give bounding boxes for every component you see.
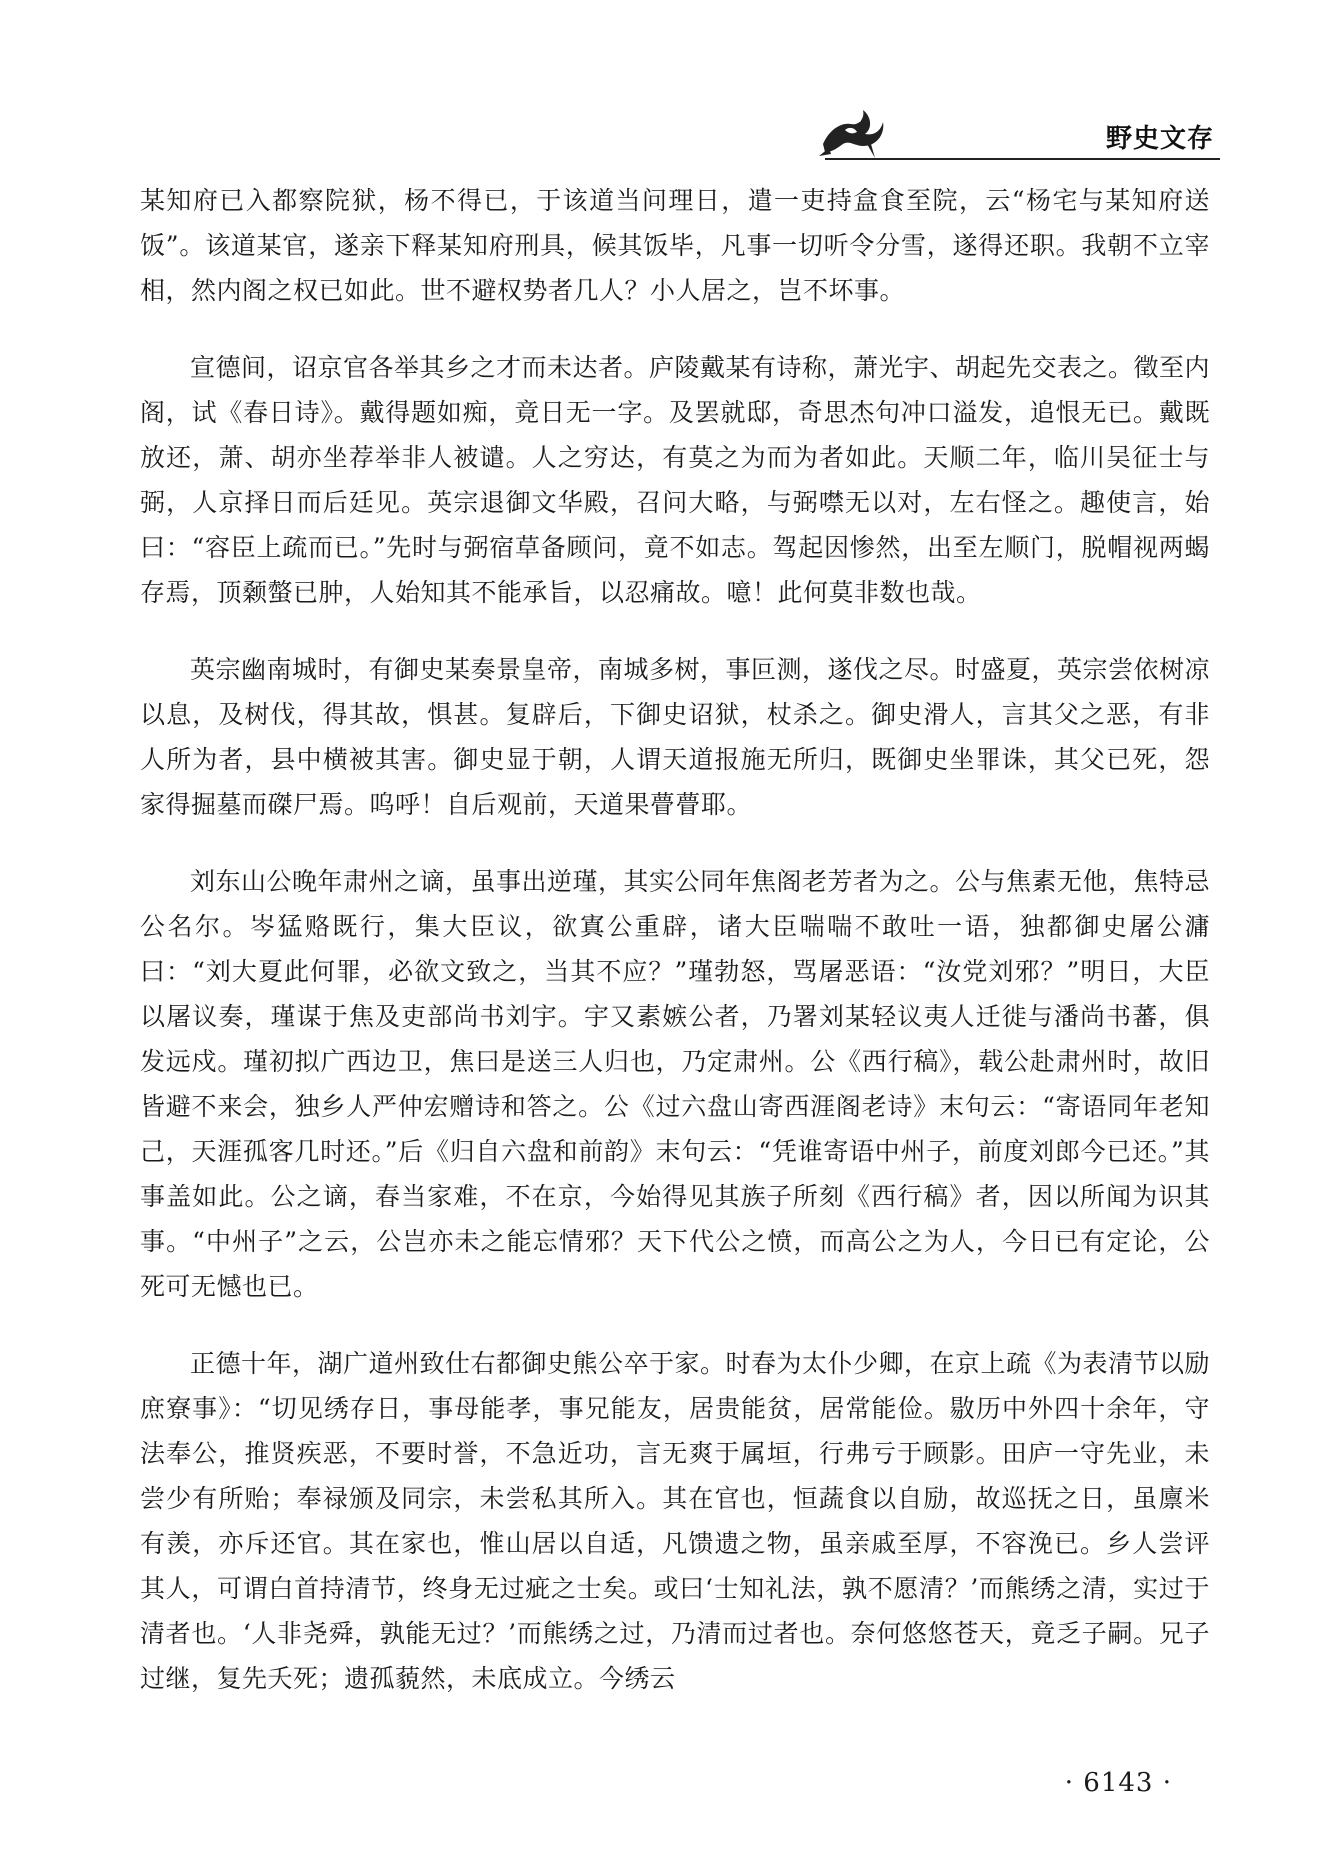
series-title: 野史文存: [1105, 124, 1214, 154]
paragraph: 某知府已入都察院狱，杨不得已，于该道当问理日，遣一吏持盒食至院，云“杨宅与某知府送饭”。该道某官，遂亲下释某知府刑具，候其饭毕，凡事一切听令分雪，遂得还职。我朝不立宰相，然内阁之权已如此。世不避权势者几人？小人居之，岂不坏事。: [140, 186, 1210, 305]
running-header: [815, 100, 1220, 162]
paragraph: 正德十年，湖广道州致仕右都御史熊公卒于家。时春为太仆少卿，在京上疏《为表清节以励庶寮事》：“切见绣存日，事母能孝，事兄能友，居贵能贫，居常能俭。敭历中外四十余年，守法奉公，推贤疾恶，不要时誉，不急近功，言无爽于属垣，行弗亏于顾影。田庐一守先业，未尝少有所贻；奉禄颁及同宗，未尝私其所入。其在官也，恒蔬食以自励，故巡抚之日，虽廪米有羡，亦斥还官。其在家也，惟山居以自适，凡馈遗之物，虽亲戚至厚，不容浼已。乡人尝评其人，可谓白首持清节，终身无过疵之士矣。或曰‘士知礼法，孰不愿清？’而熊绣之清，实过于清者也。‘人非尧舜，孰能无过？’而熊绣之过，乃清而过者也。奈何悠悠苍天，竟乏子嗣。兄子过继，复先夭死；遗孤藐然，未底成立。今绣云: [140, 1349, 1211, 1693]
page-body: [140, 178, 1210, 1733]
page-number: · 6143 ·: [1064, 1768, 1172, 1798]
paragraph: 刘东山公晚年肃州之谪，虽事出逆瑾，其实公同年焦阁老芳者为之。公与焦素无他，焦特忌公名尔。岑猛赂既行，集大臣议，欲寘公重辟，诸大臣喘喘不敢吐一语，独都御史屠公滽曰：“刘大夏此何罪，必欲文致之，当其不应？”瑾勃怒，骂屠恶语：“汝党刘邪？”明日，大臣以屠议奏，瑾谋于焦及吏部尚书刘宇。宇又素嫉公者，乃署刘某轻议夷人迁徙与潘尚书蕃，俱发远戍。瑾初拟广西边卫，焦曰是送三人归也，乃定肃州。公《西行稿》，载公赴肃州时，故旧皆避不来会，独乡人严仲宏赠诗和答之。公《过六盘山寄西涯阁老诗》末句云：“寄语同年老知己，天涯孤客几时还。”后《归自六盘和前韵》末句云：“凭谁寄语中州子，前度刘郎今已还。”其事盖如此。公之谪，春当家难，不在京，今始得见其族子所刻《西行稿》者，因以所闻为识其事。“中州子”之云，公岂亦未之能忘情邪？天下代公之愤，而高公之为人，今日已有定论，公死可无憾也已。: [140, 867, 1211, 1301]
paragraph: 英宗幽南城时，有御史某奏景皇帝，南城多树，事叵测，遂伐之尽。时盛夏，英宗尝依树凉以息，及树伐，得其故，惧甚。复辟后，下御史诏狱，杖杀之。御史滑人，言其父之恶，有非人所为者，县中横被其害。御史显于朝，人谓天道报施无所归，既御史坐罪诛，其父已死，怨家得掘墓而磔尸焉。呜呼！自后观前，天道果瞢瞢耶。: [140, 655, 1211, 819]
header-rule: [825, 158, 1220, 160]
dragon-emblem-icon: [815, 100, 887, 162]
paragraph: 宣德间，诏京官各举其乡之才而未达者。庐陵戴某有诗称，萧光宇、胡起先交表之。徵至内阁，试《春日诗》。戴得题如痴，竟日无一字。及罢就邸，奇思杰句冲口溢发，追恨无已。戴既放还，萧、胡亦坐荐举非人被谴。人之穷达，有莫之为而为者如此。天顺二年，临川吴征士与弼，人京择日而后廷见。英宗退御文华殿，召问大略，与弼噤无以对，左右怪之。趣使言，始曰：“容臣上疏而已。”先时与弼宿草备顾问，竟不如志。驾起因惨然，出至左顺门，脱帽视两蝎存焉，顶颡螫已肿，人始知其不能承旨，以忍痛故。噫！此何莫非数也哉。: [140, 353, 1211, 607]
